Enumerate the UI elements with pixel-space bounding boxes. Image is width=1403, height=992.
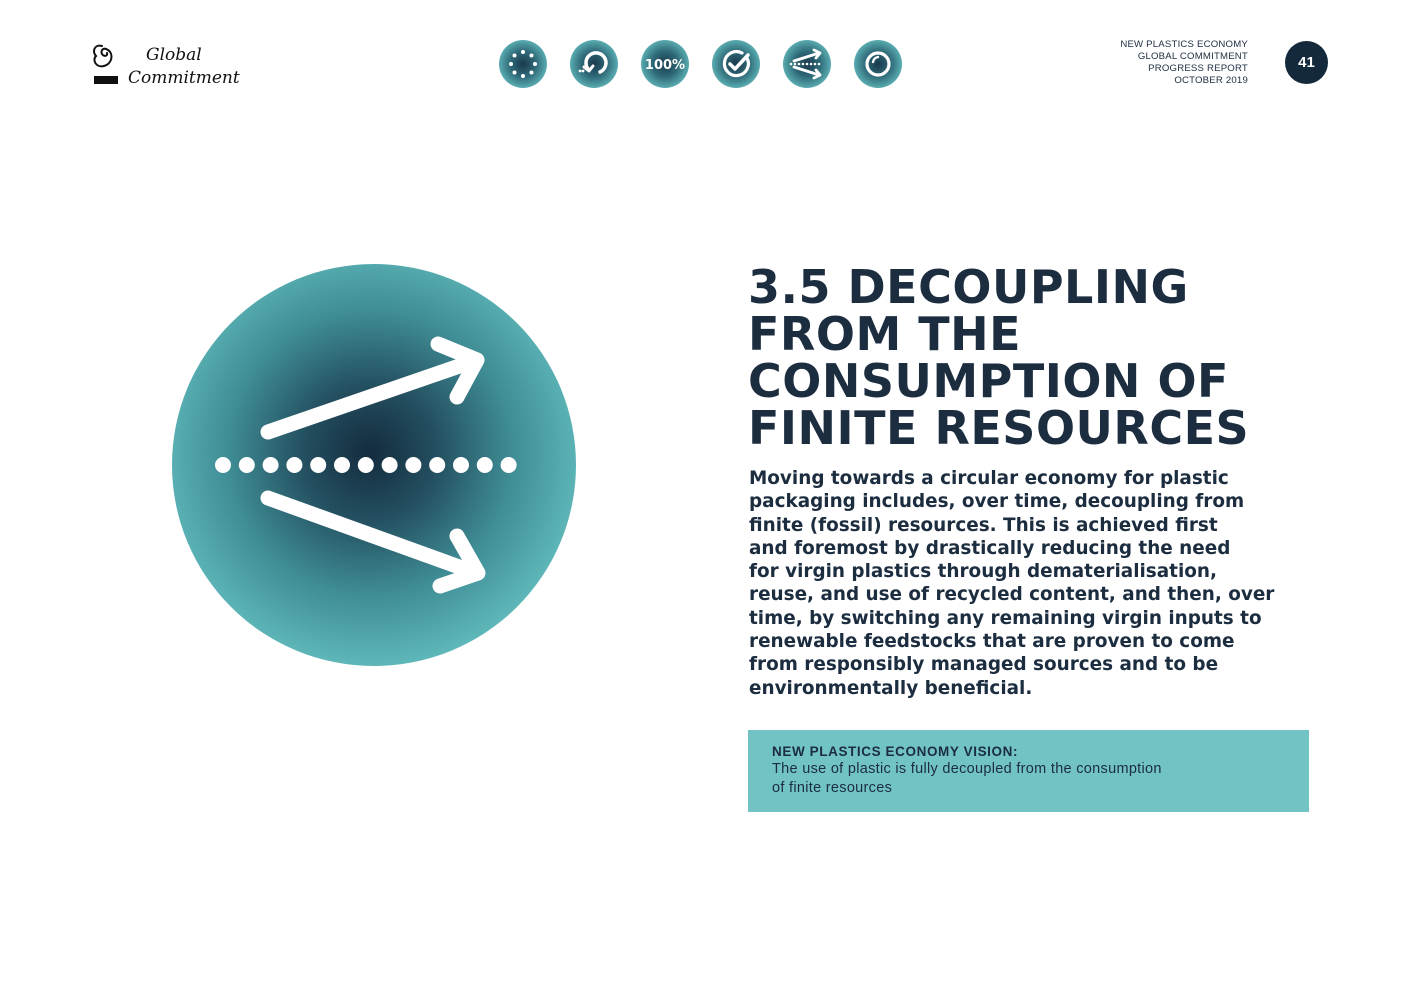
decoupling-arrows-icon (172, 264, 576, 666)
section-title-line: FROM THE (748, 307, 1022, 361)
logo-line1: Global (146, 45, 202, 65)
decoupling-arrows-icon (783, 40, 831, 88)
body-line: from responsibly managed sources and to be (749, 654, 1219, 676)
report-meta-line: PROGRESS REPORT (1148, 63, 1248, 74)
section-title-line: 3.5 DECOUPLING (748, 260, 1189, 314)
bubble-circle-icon (854, 40, 902, 88)
section-title-line: CONSUMPTION OF (748, 354, 1229, 408)
body-line: reuse, and use of recycled content, and then, over (749, 584, 1275, 606)
nav-dotted-circle-button[interactable] (499, 40, 547, 88)
section-title-line: FINITE RESOURCES (748, 401, 1250, 455)
global-commitment-logo (90, 38, 240, 90)
vision-text-line: of finite resources (772, 780, 893, 796)
page-number-badge: 41 (1285, 41, 1328, 84)
section-title (748, 260, 1348, 455)
nav-hundred-percent-button[interactable] (641, 40, 689, 88)
body-line: environmentally beneficial. (749, 677, 1033, 699)
body-line: packaging includes, over time, decoupling from (749, 491, 1245, 513)
report-meta-line: NEW PLASTICS ECONOMY (1120, 39, 1248, 50)
section-body (749, 467, 1309, 700)
vision-text-line: The use of plastic is fully decoupled from the consumption (772, 761, 1162, 777)
decoupling-hero-illustration (172, 264, 576, 666)
body-line: for virgin plastics through dematerialisation, (749, 561, 1217, 583)
nav-bubble-button[interactable] (854, 40, 902, 88)
vision-text (772, 760, 1252, 798)
report-meta-line: OCTOBER 2019 (1174, 75, 1248, 86)
nav-check-button[interactable] (712, 40, 760, 88)
body-line: and foremost by drastically reducing the need (749, 537, 1231, 559)
logo-line2: Commitment (128, 68, 240, 88)
hundred-percent-icon (641, 40, 689, 88)
body-line: finite (fossil) resources. This is achieved first (749, 514, 1218, 536)
vision-title: NEW PLASTICS ECONOMY VISION: (772, 744, 1019, 759)
body-line: Moving towards a circular economy for plastic (749, 468, 1229, 489)
hundred-percent-label: 100% (644, 58, 686, 73)
chapter-navigation (499, 40, 902, 88)
nav-reuse-button[interactable] (570, 40, 618, 88)
body-line: renewable feedstocks that are proven to come (749, 631, 1235, 653)
dotted-circle-icon (499, 40, 547, 88)
report-meta (1120, 39, 1248, 87)
check-circle-icon (712, 40, 760, 88)
report-meta-line: GLOBAL COMMITMENT (1137, 51, 1248, 62)
body-line: time, by switching any remaining virgin inputs to (749, 607, 1262, 629)
reuse-arrow-icon (570, 40, 618, 88)
nav-decoupling-button[interactable] (783, 40, 831, 88)
vision-callout (748, 730, 1309, 812)
